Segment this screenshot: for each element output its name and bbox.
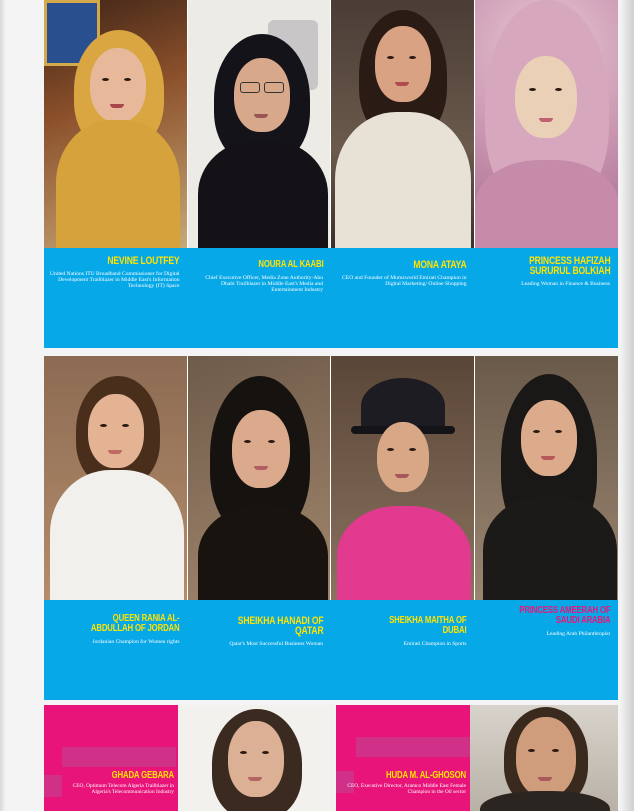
person-name: QUEEN RANIA AL-ABDULLAH OF JORDAN bbox=[90, 613, 180, 634]
person-title: United Nations ITU Broadband Commissioner for Digital Development Trailblazer in Middle East's Information Technology (IT) Space bbox=[49, 271, 180, 290]
person-name: HUDA M. AL-GHOSON bbox=[386, 770, 466, 781]
person-name: PRINCESS HAFIZAH SURURUL BOLKIAH bbox=[528, 255, 610, 277]
caption-4 bbox=[475, 248, 619, 348]
person-title: Jordanian Champion for Women rights bbox=[92, 639, 180, 645]
caption-10 bbox=[346, 771, 466, 796]
person-name: NEVINE LOUTFEY bbox=[107, 255, 180, 267]
person-title: CEO, Optimum Telecom Algeria Trailblazer in Algeria's Telecommunication Industry bbox=[72, 783, 174, 795]
portrait-photo-2 bbox=[188, 0, 332, 248]
portrait-photo-7 bbox=[331, 356, 475, 600]
caption-9 bbox=[54, 771, 174, 796]
page-gutter-left bbox=[0, 0, 6, 811]
photo-strip bbox=[44, 356, 618, 600]
profile-row-1 bbox=[44, 0, 618, 348]
caption-2 bbox=[188, 248, 332, 348]
pink-panel bbox=[44, 705, 178, 811]
caption-3 bbox=[331, 248, 475, 348]
person-title: Leading Woman in Finance & Business bbox=[521, 281, 610, 287]
panel-stripe bbox=[62, 747, 176, 767]
caption-8 bbox=[475, 600, 619, 700]
person-title: Qatar's Most Successful Business Woman bbox=[229, 641, 323, 647]
portrait-photo-1 bbox=[44, 0, 188, 248]
caption-6 bbox=[188, 600, 332, 700]
portrait-photo-9 bbox=[178, 705, 334, 811]
person-title: Leading Arab Philanthropist bbox=[546, 631, 610, 637]
profile-card-huda bbox=[336, 705, 618, 811]
profile-card-ghada bbox=[44, 705, 334, 811]
caption-band bbox=[44, 248, 618, 348]
person-name: MONA ATAYA bbox=[413, 259, 467, 271]
caption-7 bbox=[331, 600, 475, 700]
pink-panel bbox=[336, 705, 470, 811]
photo-strip bbox=[44, 0, 618, 248]
caption-5 bbox=[44, 600, 188, 700]
person-name: SHEIKHA HANADI OF QATAR bbox=[237, 615, 323, 637]
person-name: PRINCESS AMEERAH OF SAUDI ARABIA bbox=[518, 605, 610, 626]
person-title: Emirati Champion in Sports bbox=[403, 641, 467, 647]
portrait-photo-6 bbox=[188, 356, 332, 600]
page-gutter-right bbox=[620, 0, 634, 811]
caption-band bbox=[44, 600, 618, 700]
profile-row-2 bbox=[44, 356, 618, 700]
panel-stripe bbox=[356, 737, 470, 757]
person-title: Chief Executive Officer, Media Zone Authority-Abu Dhabi Trailblazer in Middle East's Media and Entertainment Industry bbox=[205, 275, 323, 294]
person-name: SHEIKHA MAITHA OF DUBAI bbox=[389, 615, 467, 636]
person-title: CEO, Executive Director, Aramco Middle East Female Champion in the Oil sector bbox=[347, 783, 466, 795]
caption-1 bbox=[44, 248, 188, 348]
portrait-photo-4 bbox=[475, 0, 619, 248]
portrait-photo-10 bbox=[470, 705, 618, 811]
person-name: NOURA AL KAABI bbox=[257, 259, 323, 270]
portrait-photo-8 bbox=[475, 356, 619, 600]
portrait-photo-5 bbox=[44, 356, 188, 600]
portrait-photo-3 bbox=[331, 0, 475, 248]
person-name: GHADA GEBARA bbox=[111, 770, 174, 781]
person-title: CEO and Founder of Mumzworld Emirati Champion in Digital Marketing/ Online Shopping bbox=[342, 275, 467, 288]
